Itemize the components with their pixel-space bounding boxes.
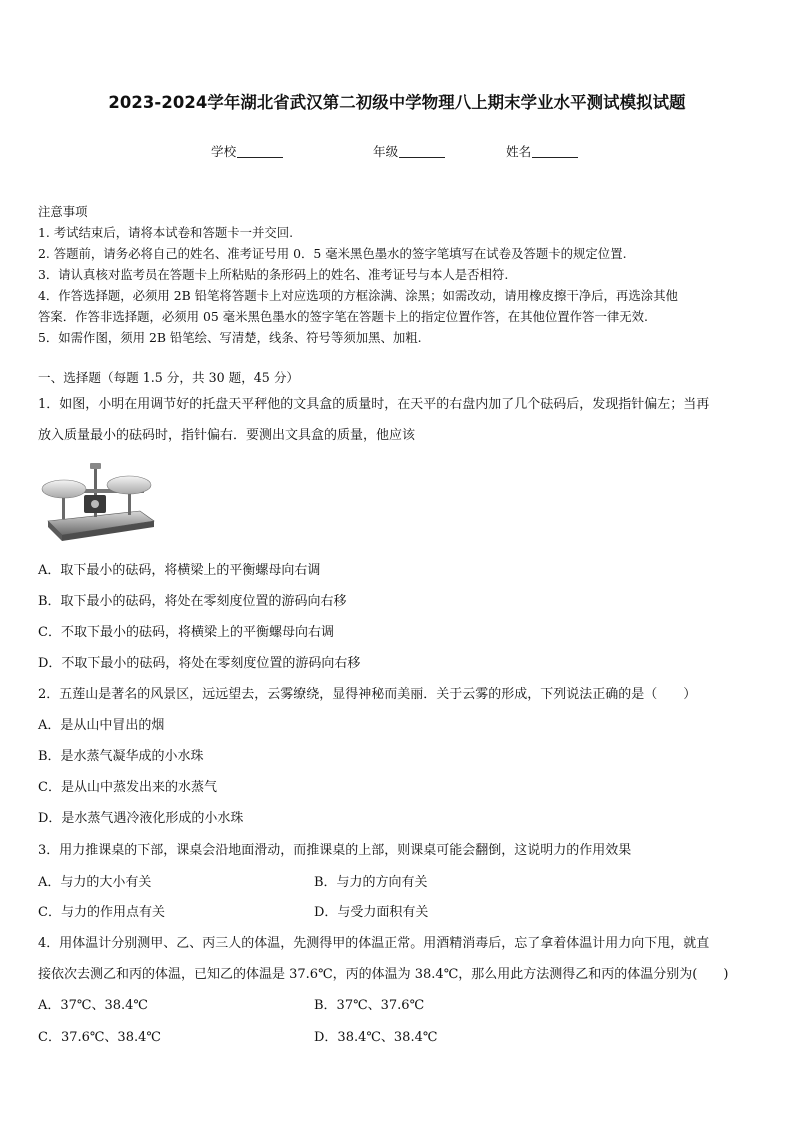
note-item: 答案．作答非选择题，必须用 05 毫米黑色墨水的签字笔在答题卡上的指定位置作答，在其他位置作答一律无效. bbox=[38, 309, 648, 324]
balance-scale-image bbox=[40, 459, 158, 541]
grade-blank[interactable] bbox=[399, 145, 445, 158]
question-2-text: 2．五莲山是著名的风景区，远远望去，云雾缭绕，显得神秘而美丽．关于云雾的形成，下列说法正确的是（ ） bbox=[38, 687, 697, 702]
school-field[interactable] bbox=[211, 141, 283, 160]
question-4-option-a[interactable]: A．37℃、38.4℃ bbox=[38, 998, 148, 1013]
page-title: 2023-2024学年湖北省武汉第二初级中学物理八上期末学业水平测试模拟试题 bbox=[108, 93, 686, 112]
note-item: 4．作答选择题，必须用 2B 铅笔将答题卡上对应选项的方框涂满、涂黑；如需改动，请用橡皮擦干净后，再选涂其他 bbox=[38, 288, 678, 303]
school-blank[interactable] bbox=[237, 145, 283, 158]
grade-field[interactable] bbox=[373, 141, 445, 160]
notes-heading: 注意事项 bbox=[38, 204, 88, 219]
question-1-text-cont: 放入质量最小的砝码时，指针偏右．要测出文具盒的质量，他应该 bbox=[38, 428, 416, 443]
section-heading: 一、选择题（每题 1.5 分，共 30 题，45 分） bbox=[38, 370, 300, 385]
question-1-option-d[interactable]: D．不取下最小的砝码，将处在零刻度位置的游码向右移 bbox=[38, 656, 361, 671]
question-2-option-a[interactable]: A．是从山中冒出的烟 bbox=[38, 718, 165, 733]
note-item: 2. 答题前，请务必将自己的姓名、准考证号用 0．5 毫米黑色墨水的签字笔填写在试卷及答题卡的规定位置. bbox=[38, 246, 627, 261]
grade-label: 年级 bbox=[373, 144, 399, 159]
question-1-option-c[interactable]: C．不取下最小的砝码，将横梁上的平衡螺母向右调 bbox=[38, 625, 334, 640]
student-info-row bbox=[0, 141, 794, 161]
question-2-option-c[interactable]: C．是从山中蒸发出来的水蒸气 bbox=[38, 780, 217, 795]
question-4-option-d[interactable]: D．38.4℃、38.4℃ bbox=[314, 1030, 438, 1045]
question-2-option-b[interactable]: B．是水蒸气凝华成的小水珠 bbox=[38, 749, 204, 764]
question-4-option-c[interactable]: C．37.6℃、38.4℃ bbox=[38, 1030, 161, 1045]
question-2-option-d[interactable]: D．是水蒸气遇冷液化形成的小水珠 bbox=[38, 811, 244, 826]
question-3-text: 3．用力推课桌的下部，课桌会沿地面滑动，而推课桌的上部，则课桌可能会翻倒，这说明力的作用效果 bbox=[38, 843, 632, 858]
name-label: 姓名 bbox=[506, 144, 532, 159]
name-field[interactable] bbox=[506, 141, 578, 160]
question-4-text: 4．用体温计分别测甲、乙、丙三人的体温，先测得甲的体温正常。用酒精消毒后，忘了拿着体温计用力向下甩，就直 bbox=[38, 936, 710, 951]
note-item: 3．请认真核对监考员在答题卡上所粘贴的条形码上的姓名、准考证号与本人是否相符. bbox=[38, 267, 509, 282]
question-3-option-d[interactable]: D．与受力面积有关 bbox=[314, 905, 429, 920]
note-item: 5．如需作图，须用 2B 铅笔绘、写清楚，线条、符号等须加黑、加粗. bbox=[38, 330, 422, 345]
question-1-option-a[interactable]: A．取下最小的砝码，将横梁上的平衡螺母向右调 bbox=[38, 563, 321, 578]
name-blank[interactable] bbox=[532, 145, 578, 158]
school-label: 学校 bbox=[211, 144, 237, 159]
question-3-option-c[interactable]: C．与力的作用点有关 bbox=[38, 905, 165, 920]
question-4-option-b[interactable]: B．37℃、37.6℃ bbox=[314, 998, 425, 1013]
question-4-text-cont: 接依次去测乙和丙的体温，已知乙的体温是 37.6℃，丙的体温为 38.4℃，那么用此方法测得乙和丙的体温分别为( ) bbox=[38, 967, 729, 982]
note-item: 1. 考试结束后，请将本试卷和答题卡一并交回. bbox=[38, 225, 294, 240]
question-1-option-b[interactable]: B．取下最小的砝码，将处在零刻度位置的游码向右移 bbox=[38, 594, 347, 609]
question-1-text: 1．如图，小明在用调节好的托盘天平秤他的文具盒的质量时，在天平的右盘内加了几个砝码后，发现指针偏左；当再 bbox=[38, 397, 710, 412]
balance-scale-icon bbox=[40, 459, 158, 541]
question-3-option-a[interactable]: A．与力的大小有关 bbox=[38, 875, 152, 890]
question-3-option-b[interactable]: B．与力的方向有关 bbox=[314, 875, 428, 890]
